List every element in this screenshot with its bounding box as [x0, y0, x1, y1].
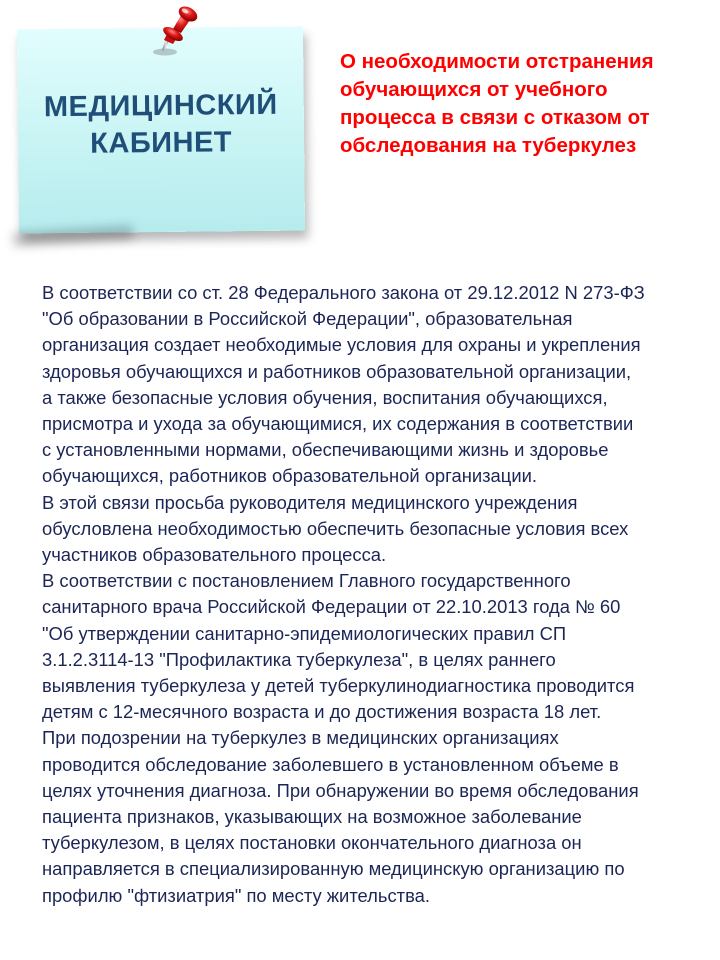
body-line: профилю "фтизиатрия" по месту жительства. — [42, 884, 430, 906]
body-line: "Об образовании в Российской Федерации", образовательная — [42, 308, 573, 330]
body-line: 3.1.2.3114-13 "Профилактика туберкулеза", в целях раннего — [42, 648, 556, 670]
body-line: участников образовательного процесса. — [42, 544, 387, 566]
note-title — [18, 87, 305, 164]
heading-line: обучающихся от учебного — [340, 78, 608, 101]
document-body — [42, 280, 712, 909]
body-line: направляется в специализированную медицинскую организацию по — [42, 858, 625, 880]
body-line: туберкулезом, в целях постановки окончательного диагноза он — [42, 832, 582, 854]
body-line: При подозрении на туберкулез в медицинских организациях — [42, 727, 559, 749]
push-pin-icon — [140, 2, 210, 62]
note-title-line-1: МЕДИЦИНСКИЙ — [43, 88, 278, 124]
body-line: пациента признаков, указывающих на возможное заболевание — [42, 806, 582, 828]
heading-line: О необходимости отстранения — [340, 50, 654, 73]
body-line: В соответствии с постановлением Главного государственного — [42, 570, 571, 592]
body-line: детям с 12-месячного возраста и до достижения возраста 18 лет. — [42, 701, 602, 723]
body-line: организация создает необходимые условия для охраны и укрепления — [42, 334, 641, 356]
body-line: В этой связи просьба руководителя медицинского учреждения — [42, 491, 578, 513]
body-line: проводится обследование заболевшего в установленном объеме в — [42, 753, 619, 775]
body-line: В соответствии со ст. 28 Федерального закона от 29.12.2012 N 273-ФЗ — [42, 282, 645, 303]
body-line: целях уточнения диагноза. При обнаружении во время обследования — [42, 779, 639, 801]
heading-line: обследования на туберкулез — [340, 134, 637, 157]
body-line: а также безопасные условия обучения, воспитания обучающихся, — [42, 386, 608, 408]
body-line: санитарного врача Российской Федерации от 22.10.2013 года № 60 — [42, 596, 621, 618]
body-line: выявления туберкулеза у детей туберкулинодиагностика проводится — [42, 675, 635, 697]
body-line: присмотра и ухода за обучающимися, их содержания в соответствии — [42, 413, 634, 435]
heading-line: процесса в связи с отказом от — [340, 106, 650, 129]
body-line: обусловлена необходимостью обеспечить безопасные условия всех — [42, 517, 629, 539]
body-line: обучающихся, работников образовательной организации. — [42, 465, 537, 487]
document-heading — [340, 48, 700, 160]
body-line: здоровья обучающихся и работников образовательной организации, — [42, 360, 632, 382]
body-line: "Об утверждении санитарно-эпидемиологических правил СП — [42, 622, 567, 644]
body-line: с установленными нормами, обеспечивающими жизнь и здоровье — [42, 439, 609, 461]
note-title-line-2: КАБИНЕТ — [90, 126, 233, 160]
